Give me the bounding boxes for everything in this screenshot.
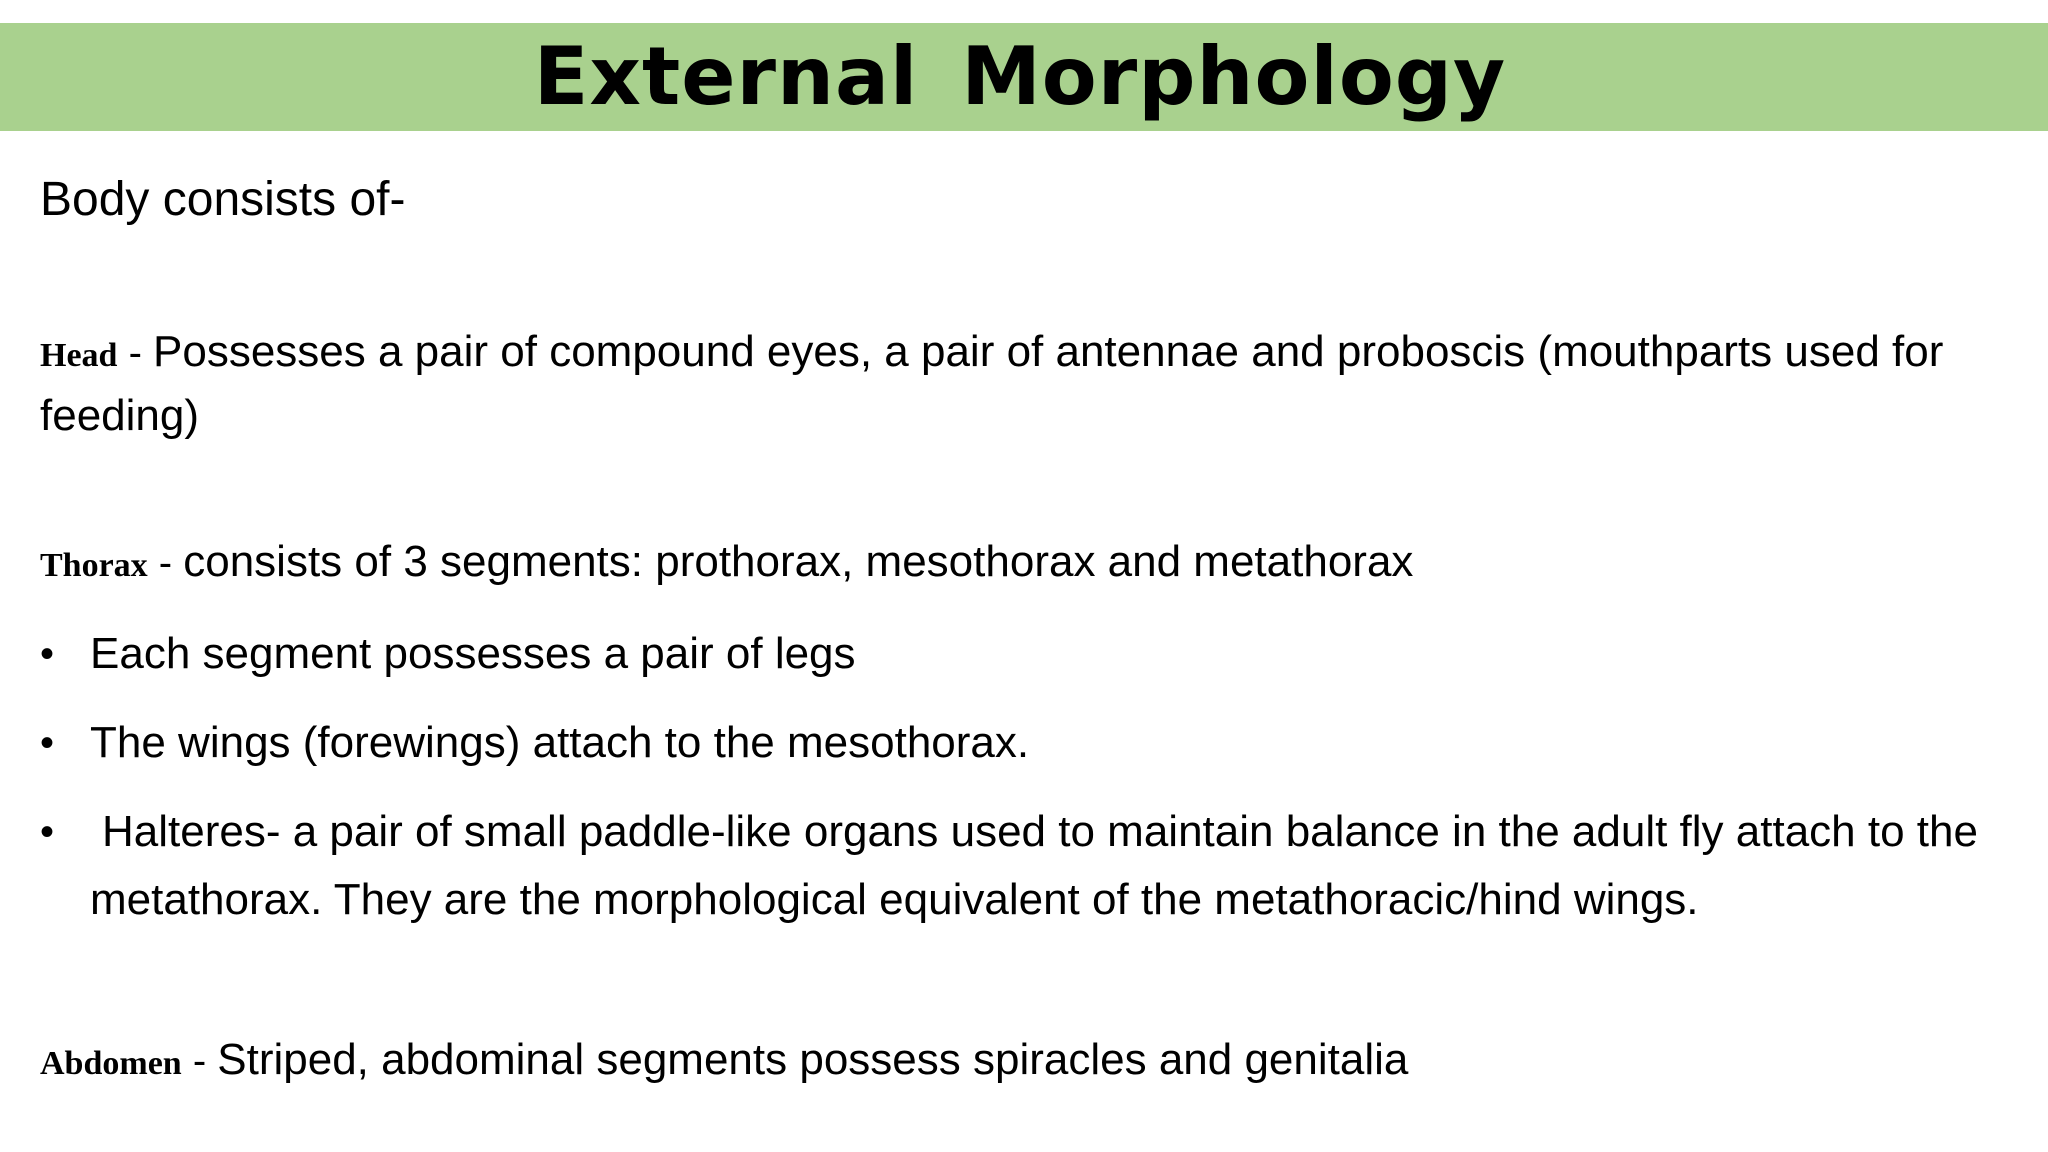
- abdomen-section: [40, 1030, 2000, 1094]
- head-separator: -: [117, 331, 153, 375]
- list-item: [40, 798, 2000, 934]
- bullet-icon: •: [40, 632, 55, 676]
- thorax-term: Thorax: [40, 547, 148, 584]
- bullet-icon: •: [40, 721, 55, 765]
- intro-text: Body consists of-: [40, 173, 406, 226]
- thorax-bullet-list: [40, 620, 2000, 934]
- list-item: [40, 620, 2000, 688]
- thorax-section: [40, 532, 2000, 596]
- head-term: Head: [40, 337, 118, 374]
- title-bar: [0, 23, 2048, 131]
- bullet-icon: •: [40, 810, 55, 854]
- head-section: [40, 322, 2000, 446]
- slide-title: External Morphology: [533, 30, 1507, 123]
- abdomen-description: Striped, abdominal segments possess spiracles and genitalia: [217, 1035, 1409, 1084]
- list-item: [40, 709, 2000, 777]
- bullet-text: Each segment possesses a pair of legs: [90, 629, 856, 678]
- thorax-separator: -: [147, 541, 184, 585]
- head-description: Possesses a pair of compound eyes, a pair of antennae and proboscis (mouthparts used for feeding): [40, 327, 1944, 440]
- thorax-description: consists of 3 segments: prothorax, mesothorax and metathorax: [183, 537, 1414, 586]
- abdomen-term: Abdomen: [40, 1045, 182, 1082]
- abdomen-separator: -: [181, 1039, 218, 1083]
- bullet-text: The wings (forewings) attach to the mesothorax.: [90, 718, 1030, 767]
- bullet-text: Halteres- a pair of small paddle-like organs used to maintain balance in the adult fly attach to the metathorax. They are the morphological equivalent of the metathoracic/hind wings.: [90, 807, 1978, 924]
